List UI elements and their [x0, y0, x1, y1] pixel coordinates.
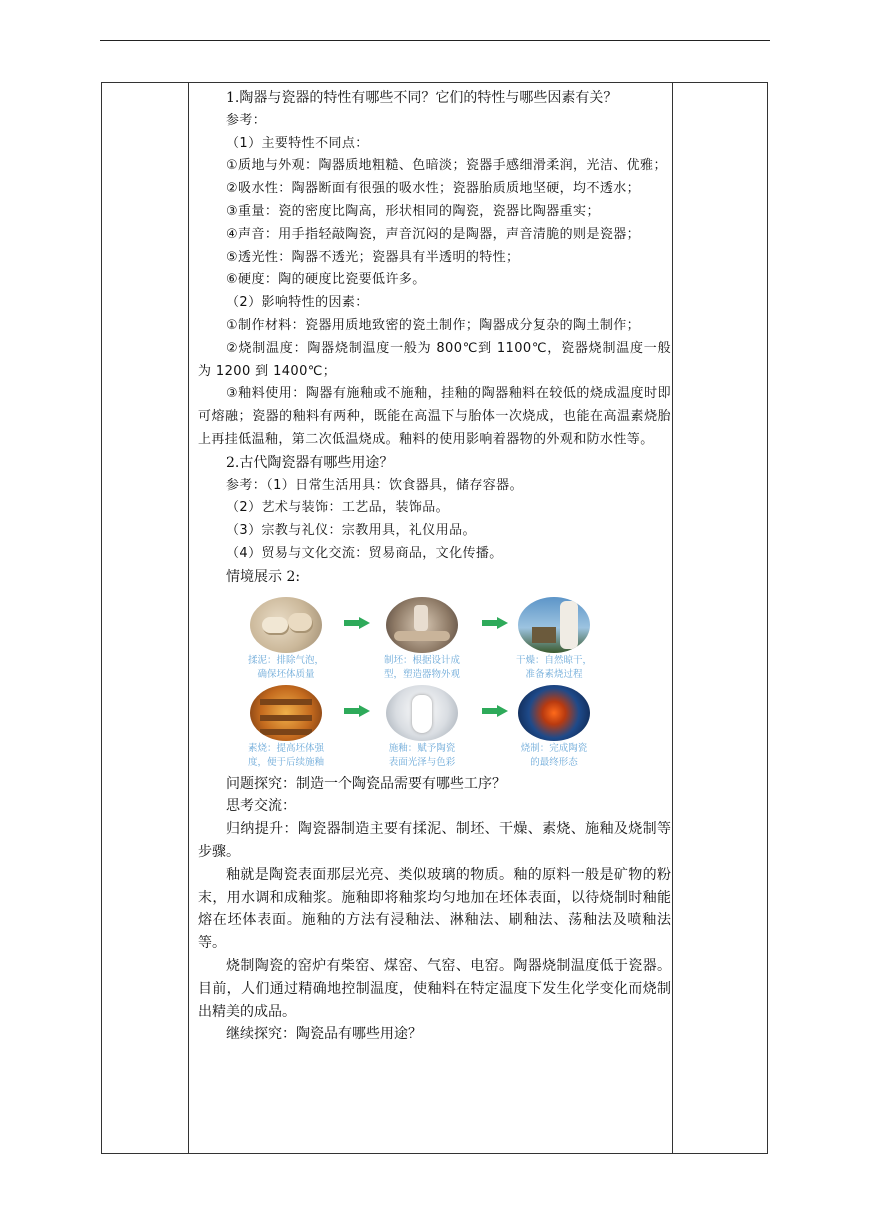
list-item: 参考：（1）日常生活用具：饮食器具，储存容器。 [226, 477, 523, 493]
flow-step-glazing [362, 685, 482, 769]
step-caption: 干燥：自然晾干， [515, 654, 592, 666]
list-item: ③釉料使用：陶器有施釉或不施釉，挂釉的陶器釉料在较低的烧成温度时即可熔融；瓷器的釉料有两种，既能在高温下与胎体一次烧成，也能在高温素烧胎上再挂低温釉，第二次低温烧成。釉料的使用影响着器物的外观和防水性等。 [198, 386, 671, 447]
think-exchange: 思考交流： [226, 798, 296, 815]
step-caption: 准备素烧过程 [525, 668, 583, 680]
step-caption: 素烧：提高坯体强 [247, 742, 324, 754]
list-item: ⑥硬度：陶的硬度比瓷要低许多。 [226, 272, 426, 288]
flow-step-kneading [226, 597, 346, 681]
column-divider-right [672, 83, 673, 1153]
main-cell [198, 87, 671, 1046]
kiln-paragraph: 烧制陶瓷的窑炉有柴窑、煤窑、气窑、电窑。陶器烧制温度低于瓷器。目前，人们通过精确地控制温度，使釉料在特定温度下发生化学变化而烧制出精美的成品。 [198, 957, 671, 1020]
scene-label: 情境展示 2: [226, 568, 301, 585]
question-1: 1.陶器与瓷器的特性有哪些不同？它们的特性与哪些因素有关？ [226, 90, 618, 106]
header-rule [100, 40, 770, 41]
process-flow-figure [198, 593, 671, 769]
list-item: ⑤透光性：陶器不透光；瓷器具有半透明的特性； [226, 249, 520, 265]
glazing-image [386, 685, 458, 741]
list-item: ②吸水性：陶器断面有很强的吸水性；瓷器胎质质地坚硬，均不透水； [226, 181, 641, 197]
subheading-factors: （2）影响特性的因素： [226, 295, 369, 311]
summary-paragraph: 归纳提升：陶瓷器制造主要有揉泥、制坯、干燥、素烧、施釉及烧制等步骤。 [198, 821, 671, 860]
list-item: ③重量：瓷的密度比陶高，形状相同的陶瓷，瓷器比陶器重实； [226, 203, 600, 219]
list-item: ①制作材料：瓷器用质地致密的瓷土制作；陶器成分复杂的陶土制作； [226, 317, 641, 333]
lesson-table [101, 82, 768, 1154]
step-caption: 制坯：根据设计成 [383, 654, 460, 666]
subheading-differences: （1）主要特性不同点： [226, 135, 369, 151]
drying-image [518, 597, 590, 653]
flow-step-firing [494, 685, 614, 769]
list-item: ②烧制温度：陶器烧制温度一般为 800℃到 1100℃，瓷器烧制温度一般为 1200 到 1400℃； [198, 340, 671, 379]
step-caption: 烧制：完成陶瓷 [520, 742, 588, 754]
forming-image [386, 597, 458, 653]
list-item: （4）贸易与文化交流：贸易商品，文化传播。 [226, 545, 503, 561]
step-caption: 型，塑造器物外观 [383, 668, 460, 680]
reference-label: 参考： [226, 112, 267, 128]
continue-inquiry: 继续探究：陶瓷品有哪些用途？ [226, 1026, 422, 1043]
flow-step-forming [362, 597, 482, 681]
step-caption: 施釉：赋予陶瓷 [388, 742, 456, 754]
step-caption: 确保坯体质量 [257, 668, 315, 680]
list-item: （2）艺术与装饰：工艺品，装饰品。 [226, 500, 450, 516]
problem-inquiry: 问题探究：制造一个陶瓷品需要有哪些工序？ [226, 775, 506, 792]
flow-step-drying [494, 597, 614, 681]
list-item: （3）宗教与礼仪：宗教用具，礼仪用品。 [226, 523, 476, 539]
kneading-image [250, 597, 322, 653]
step-caption: 揉泥：排除气泡， [247, 654, 324, 666]
step-caption: 度，便于后续施釉 [247, 756, 324, 768]
list-item: ①质地与外观：陶器质地粗糙、色暗淡；瓷器手感细滑柔润，光洁、优雅； [226, 158, 667, 174]
bisque-firing-image [250, 685, 322, 741]
step-caption: 的最终形态 [530, 756, 578, 768]
question-2: 2.古代陶瓷器有哪些用途？ [226, 454, 394, 471]
list-item: ④声音：用手指轻敲陶瓷，声音沉闷的是陶器，声音清脆的则是瓷器； [226, 226, 641, 242]
flow-step-bisque-firing [226, 685, 346, 769]
column-divider-left [188, 83, 189, 1153]
glaze-paragraph: 釉就是陶瓷表面那层光亮、类似玻璃的物质。釉的原料一般是矿物的粉末，用水调和成釉浆。施釉即将釉浆均匀地加在坯体表面，以待烧制时釉能熔在坯体表面。施釉的方法有浸釉法、淋釉法、刷釉法、荡釉法及喷釉法等。 [198, 866, 671, 952]
firing-image [518, 685, 590, 741]
step-caption: 表面光泽与色彩 [388, 756, 456, 768]
